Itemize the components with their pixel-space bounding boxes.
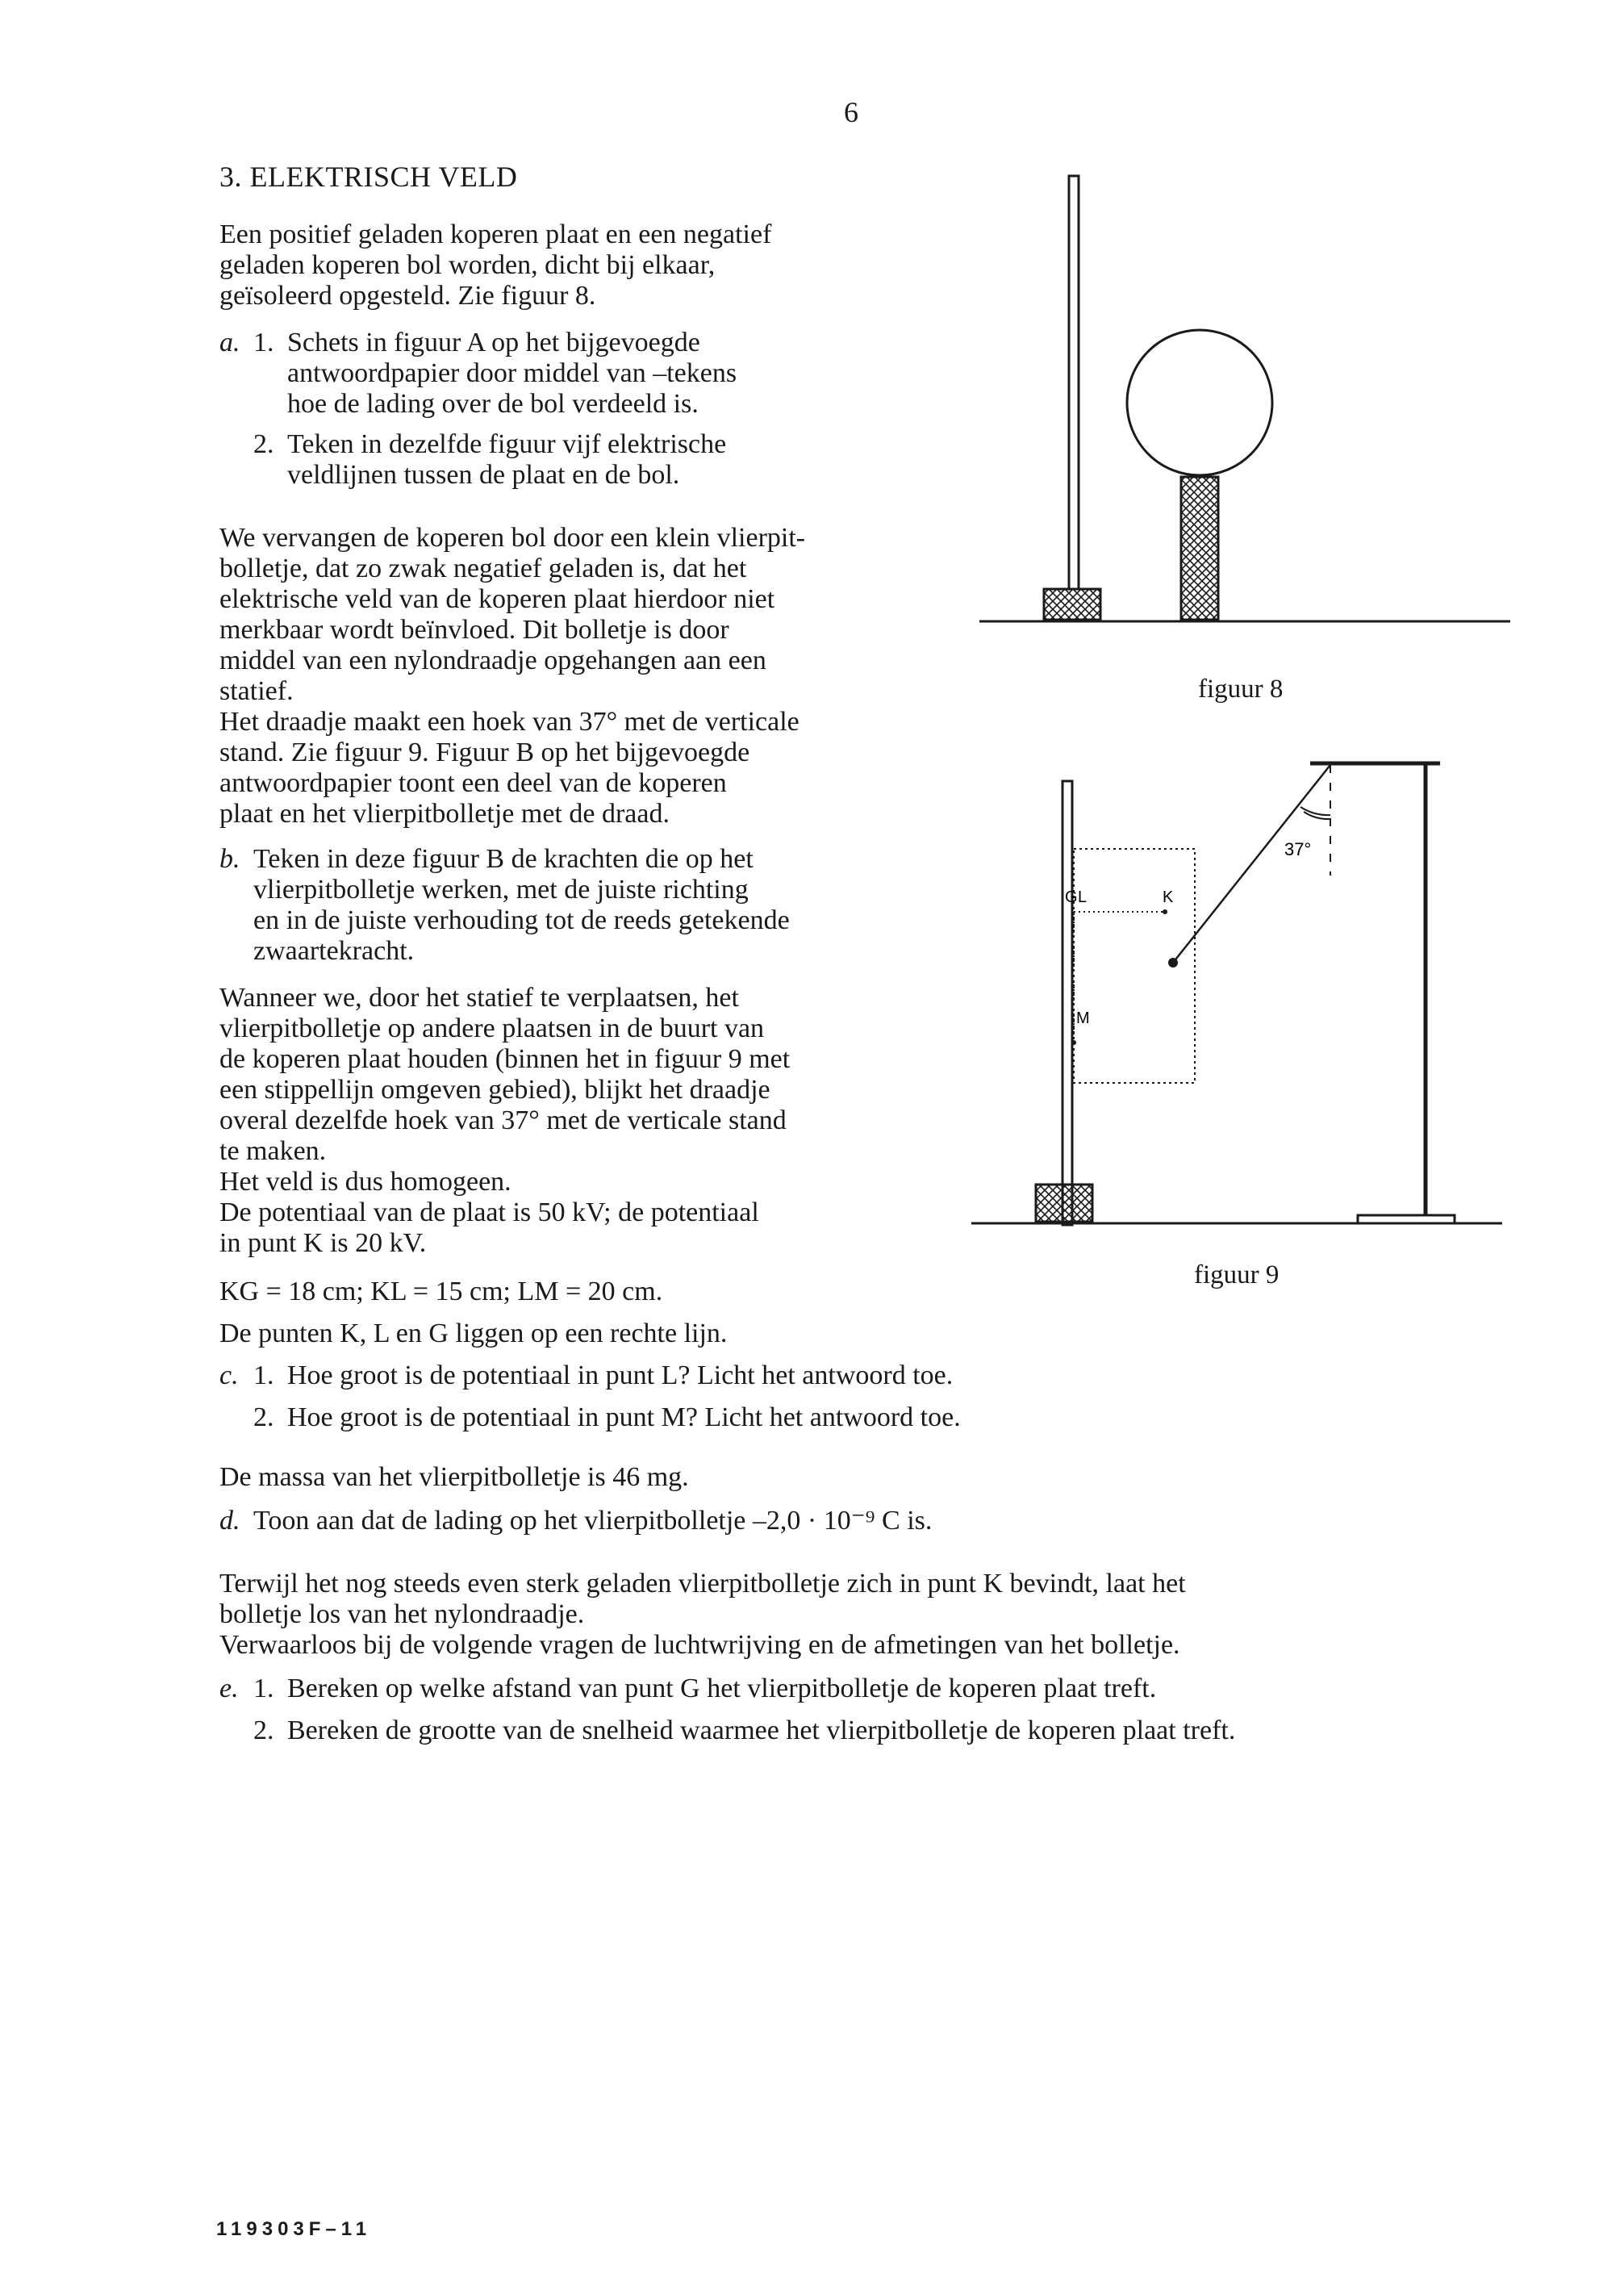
text-line: Wanneer we, door het statief te verplaatsen, het [219,983,739,1013]
text-line: Teken in deze figuur B de krachten die op het [253,844,754,874]
figure-9 [968,742,1533,1259]
text-line: Het draadje maakt een hoek van 37° met de verticale [219,707,799,737]
label-l: L [1078,888,1088,906]
figure-8-caption: figuur 8 [1198,675,1284,704]
stand-foot [1358,1215,1455,1223]
text-line: vlierpitbolletje op andere plaatsen in de buurt van [219,1013,765,1043]
text-line: Schets in figuur A op het bijgevoegde [287,328,700,357]
question-label: c. [219,1360,239,1390]
text-line: middel van een nylondraadje opgehangen aan een [219,646,766,675]
figure-9-caption: figuur 9 [1194,1260,1280,1289]
text-line: geïsoleerd opgesteld. Zie figuur 8. [219,281,596,311]
text-line: vlierpitbolletje werken, met de juiste richting [253,875,749,905]
text-line: We vervangen de koperen bol door een klein vlierpit- [219,523,806,553]
label-m: M [1076,1009,1090,1027]
text-line: merkbaar wordt beïnvloed. Dit bolletje is door [219,615,729,645]
text-line: in punt K is 20 kV. [219,1228,427,1258]
paragraph-bolletje [219,523,805,830]
question-d-text: Toon aan dat de lading op het vlierpitbolletje –2,0 · 10⁻⁹ C is. [253,1506,933,1536]
text-line: Het veld is dus homogeen. [219,1167,511,1197]
question-label: b. [219,844,240,874]
text-line: hoe de lading over de bol verdeeld is. [287,389,699,419]
item-number: 2. [253,1402,274,1432]
text-line: stand. Zie figuur 9. Figuur B op het bijgevoegde [219,738,750,767]
label-g: G [1065,888,1078,906]
text-line: een stippellijn omgeven gebied), blijkt het draadje [219,1075,770,1105]
text-line: elektrische veld van de koperen plaat hierdoor niet [219,584,775,614]
copper-ball [1127,330,1272,475]
section-heading: 3. ELEKTRISCH VELD [219,161,518,193]
text-line: bolletje, dat zo zwak negatief geladen is, dat het [219,554,747,583]
text-line: geladen koperen bol worden, dicht bij elkaar, [219,250,716,280]
item-number: 1. [253,1360,274,1390]
question-label: d. [219,1506,240,1536]
text-line: De potentiaal van de plaat is 50 kV; de potentiaal [219,1197,759,1227]
text-line: statief. [219,676,294,706]
text-line: overal dezelfde hoek van 37° met de verticale stand [219,1105,787,1135]
document-code: 119303F–11 [216,2218,372,2240]
paragraph-homogeen [219,983,790,1259]
collinear-text: De punten K, L en G liggen op een rechte lijn. [219,1319,728,1348]
text-line: Terwijl het nog steeds even sterk geladen vlierpitbolletje zich in punt K bevindt, laat het [219,1569,1186,1599]
text-line: antwoordpapier toont een deel van de koperen [219,768,727,798]
text-line: en in de juiste verhouding tot de reeds getekende [253,905,790,935]
distances-text: KG = 18 cm; KL = 15 cm; LM = 20 cm. [219,1277,663,1306]
point-m [1071,1040,1076,1045]
text-line: Teken in dezelfde figuur vijf elektrische [287,429,727,459]
item-number: 1. [253,328,274,357]
question-e-2-text: Bereken de grootte van de snelheid waarmee het vlierpitbolletje de koperen plaat treft. [287,1716,1236,1745]
question-label: e. [219,1674,239,1703]
item-number: 2. [253,429,274,459]
text-line: de koperen plaat houden (binnen het in figuur 9 met [219,1044,791,1074]
copper-plate [1069,176,1079,589]
text-line: te maken. [219,1136,327,1166]
text-line: Een positief geladen koperen plaat en een negatief [219,219,772,249]
text-line: antwoordpapier door middel van –tekens [287,358,737,388]
text-line: veldlijnen tussen de plaat en de bol. [287,460,680,490]
nylon-thread [1173,765,1330,963]
point-k [1163,909,1167,914]
dotted-region [1074,849,1195,1083]
text-line: Verwaarloos bij de volgende vragen de luchtwrijving en de afmetingen van het bolletje. [219,1630,1180,1660]
ball-pillar [1181,477,1218,620]
question-label: a. [219,328,240,357]
question-e-1-text: Bereken op welke afstand van punt G het vlierpitbolletje de koperen plaat treft. [287,1674,1157,1703]
question-c-2-text: Hoe groot is de potentiaal in punt M? Licht het antwoord toe. [287,1402,961,1432]
text-line: zwaartekracht. [253,936,415,966]
text-line: plaat en het vlierpitbolletje met de draad. [219,799,670,829]
item-number: 1. [253,1674,274,1703]
question-a-2-text [287,429,726,491]
plate-base [1044,589,1100,620]
vlierpit-ball [1168,958,1178,967]
label-k: K [1163,888,1174,906]
page-number: 6 [844,96,858,128]
item-number: 2. [253,1716,274,1745]
figure-8 [968,161,1533,726]
question-a-1-text [287,328,737,420]
intro-paragraph [219,219,771,311]
mass-text: De massa van het vlierpitbolletje is 46 mg. [219,1462,689,1492]
plate-base [1036,1185,1092,1222]
paragraph-release [219,1569,1186,1661]
text-line: bolletje los van het nylondraadje. [219,1599,585,1629]
question-b-text [253,844,790,967]
angle-arc [1300,807,1330,815]
question-c-1-text: Hoe groot is de potentiaal in punt L? Licht het antwoord toe. [287,1360,954,1390]
copper-plate [1062,781,1072,1225]
angle-label: 37° [1284,839,1312,859]
